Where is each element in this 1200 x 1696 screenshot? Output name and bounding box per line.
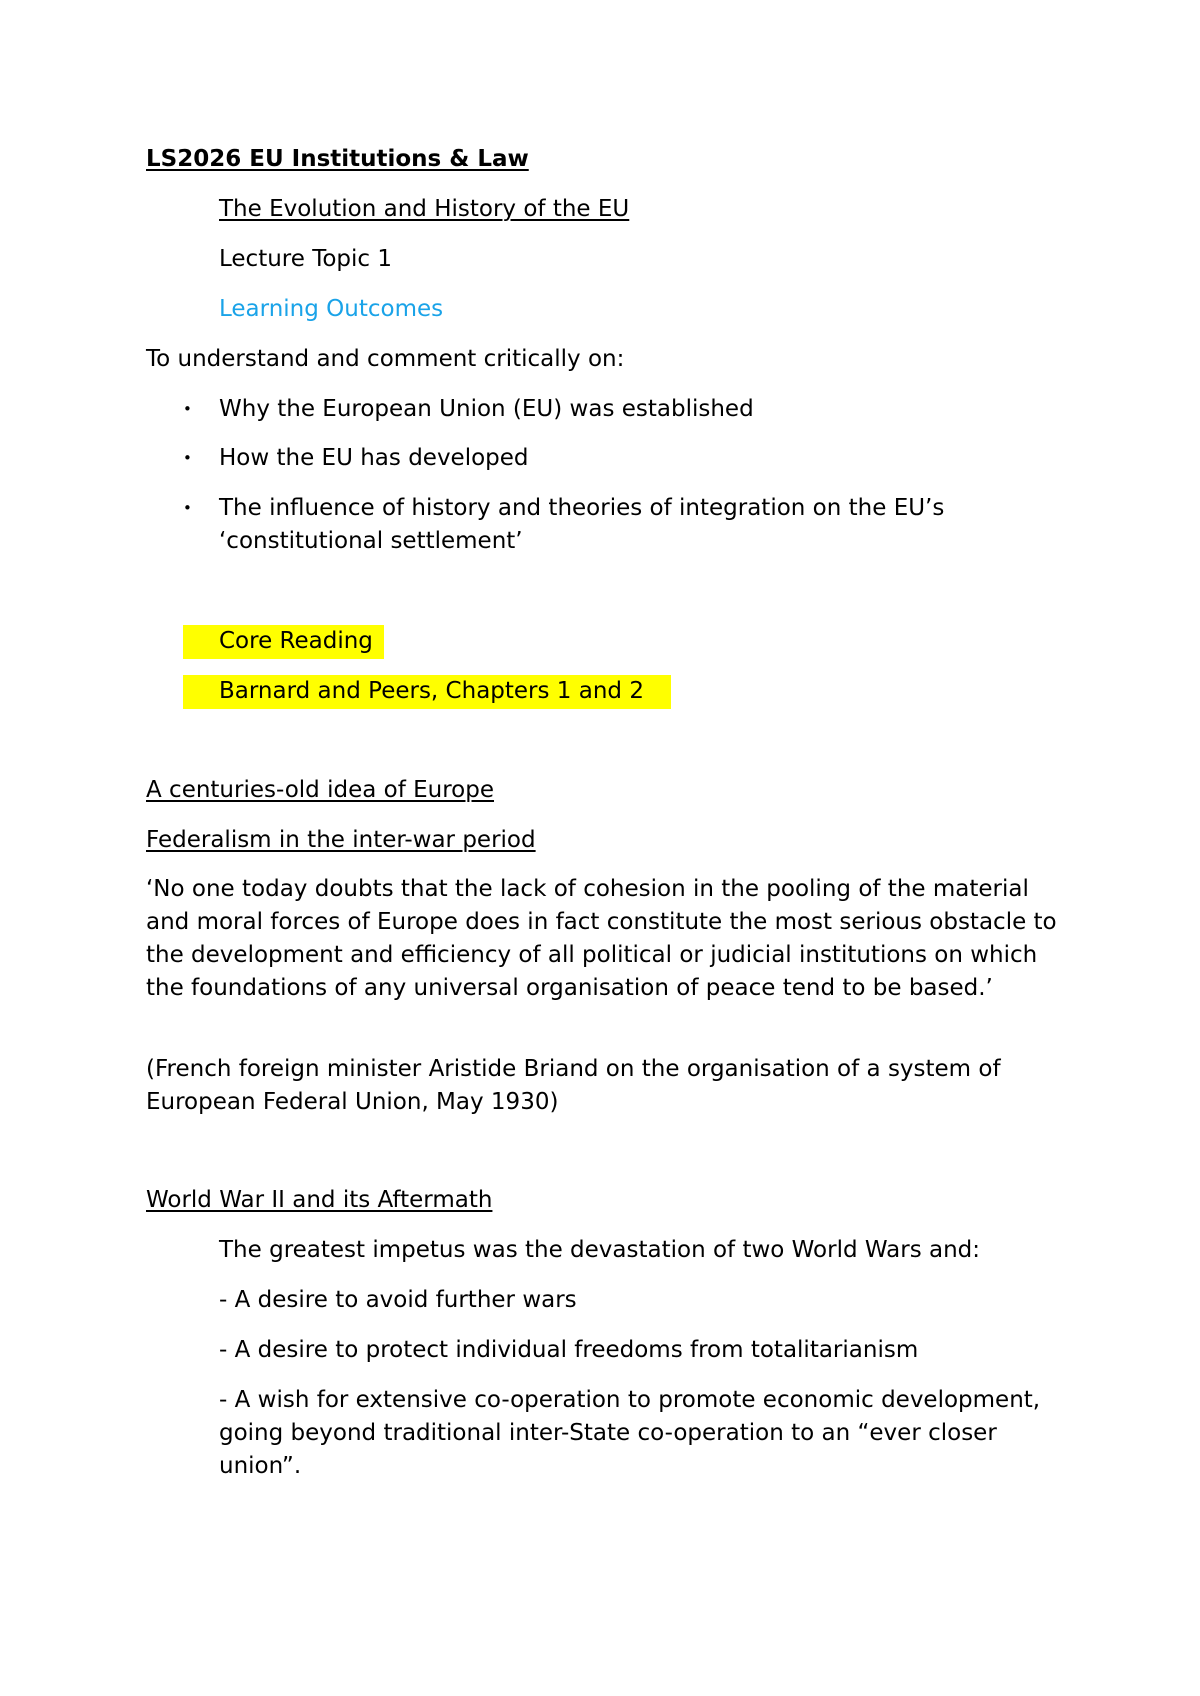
core-reading-heading: Core Reading: [219, 628, 373, 654]
bullet-icon: •: [183, 499, 192, 517]
section-heading-centuries: A centuries-old idea of Europe: [146, 777, 494, 803]
bullet-icon: •: [183, 449, 192, 467]
bullet-icon: •: [183, 400, 192, 418]
ww2-intro: The greatest impetus was the devastation of two World Wars and:: [219, 1237, 981, 1263]
list-item: - A wish for extensive co-operation to promote economic development, going beyond traditional inter-State co-operation to an “ever closer union”.: [219, 1387, 1041, 1479]
list-item: The influence of history and theories of integration on the EU’s ‘constitutional settlement’: [219, 495, 945, 554]
learning-outcomes-heading: Learning Outcomes: [219, 296, 444, 322]
core-reading-text: Barnard and Peers, Chapters 1 and 2: [219, 678, 644, 704]
document-title: LS2026 EU Institutions & Law: [146, 146, 529, 172]
document-subtitle: The Evolution and History of the EU: [219, 196, 630, 222]
briand-quote: ‘No one today doubts that the lack of cohesion in the pooling of the material and moral forces of Europe does in fact constitute the most serious obstacle to the development and efficiency of all political or judicial institutions on which the foundations of any universal organisation of peace tend to be based.’: [146, 876, 1057, 1001]
learning-outcomes-intro: To understand and comment critically on:: [146, 346, 625, 372]
quote-attribution: (French foreign minister Aristide Briand on the organisation of a system of European Federal Union, May 1930): [146, 1056, 1001, 1115]
list-item: How the EU has developed: [219, 445, 529, 471]
section-heading-federalism: Federalism in the inter-war period: [146, 827, 536, 853]
section-heading-ww2: World War II and its Aftermath: [146, 1187, 493, 1213]
lecture-topic: Lecture Topic 1: [219, 246, 393, 272]
list-item: - A desire to avoid further wars: [219, 1287, 577, 1313]
list-item: Why the European Union (EU) was established: [219, 396, 754, 422]
list-item: - A desire to protect individual freedoms from totalitarianism: [219, 1337, 919, 1363]
